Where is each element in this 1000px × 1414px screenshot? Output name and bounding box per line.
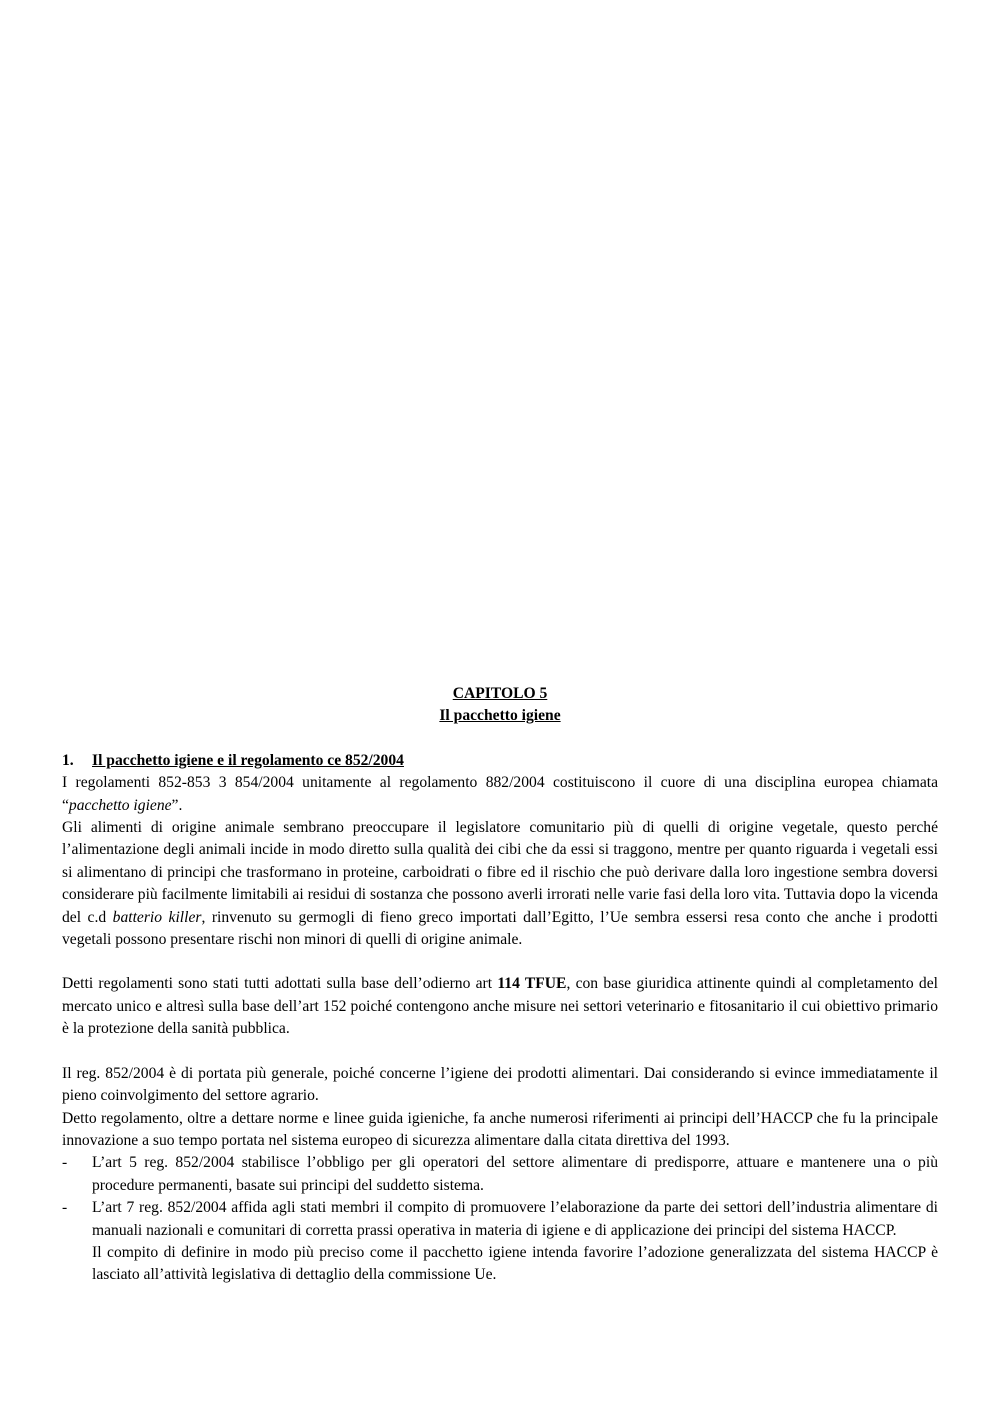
paragraph-animal-origin-italic: batterio killer [112, 908, 202, 926]
section-heading [62, 750, 938, 772]
list-item [62, 1197, 938, 1242]
section-number: 1. [62, 751, 74, 769]
list-item [62, 1152, 938, 1197]
chapter-label: CAPITOLO 5 [452, 685, 548, 702]
paragraph-legal-basis-end: , con base giuridica attinente quindi al completamento del mercato unico e altresì sulla base dell’art 152 poiché contengono anche misure nei settori veterinario e fitosanitario il cui obiettivo primario è la protezione della sanità pubblica. [62, 975, 938, 1038]
spacer [62, 951, 938, 973]
paragraph-intro [62, 772, 938, 817]
paragraph-intro-text: I regolamenti 852-853 3 854/2004 unitamente al regolamento 882/2004 costituiscono il cuore di una disciplina europea chiamata “ [62, 774, 938, 814]
section-title: Il pacchetto igiene e il regolamento ce 852/2004 [92, 751, 404, 769]
bullet-text: L’art 7 reg. 852/2004 affida agli stati membri il compito di promuovere l’elaborazione da parte dei settori dell’industria alimentare di manuali nazionali e comunitari di corretta prassi operativa in materia di igiene e di applicazione dei principi del sistema HACCP. [92, 1199, 938, 1239]
paragraph-animal-origin-end: , rinvenuto su germogli di fieno greco importati dall’Egitto, l’Ue sembra essersi resa conto che anche i prodotti vegetali possono presentare rischi non minori di quelli di origine animale. [62, 908, 938, 949]
paragraph-animal-origin [62, 817, 938, 951]
bullet-text: L’art 5 reg. 852/2004 stabilisce l’obbligo per gli operatori del settore alimentare di predisporre, attuare e mantenere una o più procedure permanenti, basate sui principi del suddetto sistema. [92, 1154, 938, 1194]
paragraph-intro-italic: pacchetto igiene [68, 796, 172, 814]
bullet-dash: - [62, 1199, 68, 1217]
paragraph-legal-basis-text: Detti regolamenti sono stati tutti adottati sulla base dell’odierno art [62, 975, 498, 993]
paragraph-legal-basis [62, 973, 938, 1040]
paragraph-legal-basis-bold: 114 TFUE [497, 975, 567, 993]
paragraph-animal-origin-text: Gli alimenti di origine animale sembrano preoccupare il legislatore comunitario più di quelli di origine vegetale, questo perché l’alimentazione degli animali incide in modo diretto sulla qualità dei cibi che da essi si traggono, mentre per quanto riguarda i vegetali essi si alimentano di principi che trasformano in proteine, carboidrati o fibre ed il rischio che può derivare dalla loro ingestione sembra doversi considerare più facilmente limitabili ai residui di sostanza che possono averli irrorati nelle varie fasi della loro vita. Tuttavia dopo la vicenda del c.d [62, 819, 938, 926]
chapter-title: Il pacchetto igiene [439, 707, 561, 725]
paragraph-haccp: Detto regolamento, oltre a dettare norme e linee guida igieniche, fa anche numerosi riferimenti ai principi dell’HACCP che fu la principale innovazione a suo tempo portata nel sistema europeo di sicurezza alimentare dalla citata direttiva del 1993. [62, 1109, 938, 1149]
paragraph-commission: Il compito di definire in modo più preciso come il pacchetto igiene intenda favorire l’adozione generalizzata del sistema HACCP è lasciato all’attività legislativa di dettaglio della commissione Ue. [92, 1243, 938, 1284]
document-page [62, 683, 938, 1287]
paragraph-reg-852: Il reg. 852/2004 è di portata più generale, poiché concerne l’igiene dei prodotti alimentari. Dai considerando si evince immediatamente il pieno coinvolgimento del settore agrario. [62, 1064, 938, 1105]
paragraph-intro-end: ”. [171, 796, 183, 814]
spacer [62, 1041, 938, 1063]
bullet-dash: - [62, 1154, 68, 1172]
